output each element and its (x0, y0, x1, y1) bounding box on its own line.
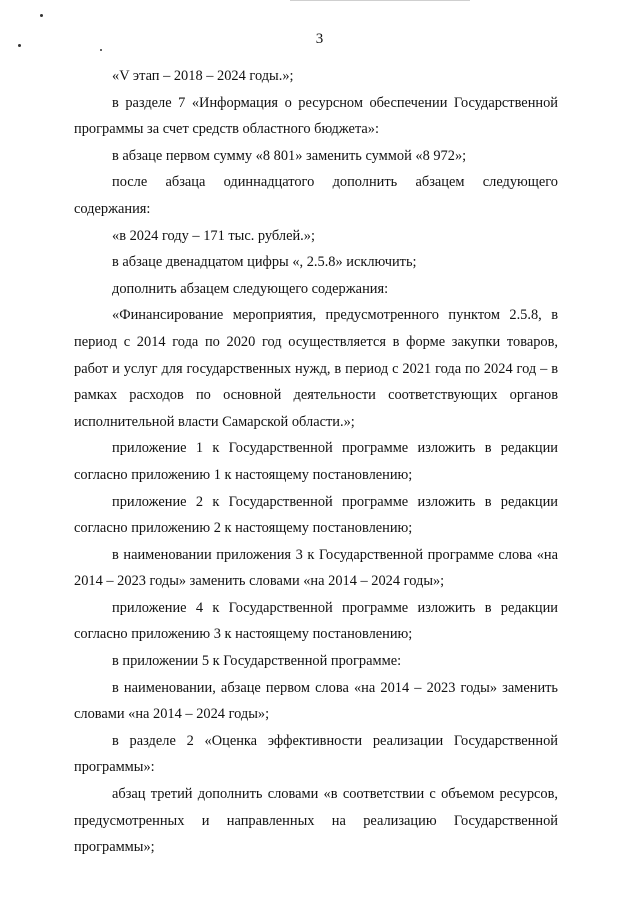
scan-speck (40, 14, 43, 17)
paragraph: «в 2024 году – 171 тыс. рублей.»; (112, 227, 315, 244)
paragraph: в наименовании приложения 3 к Государственной программе слова «на 2014 – 2023 годы» заменить словами «на 2014 – 2024 годы»; (74, 546, 558, 590)
paragraph: «V этап – 2018 – 2024 годы.»; (112, 68, 294, 84)
paragraph: в абзаце двенадцатом цифры «, 2.5.8» исключить; (112, 254, 417, 271)
paragraph: приложение 1 к Государственной программе изложить в редакции согласно приложению 1 к настоящему постановлению; (74, 440, 558, 483)
scan-edge-line (290, 0, 470, 1)
page-number: 3 (315, 31, 324, 47)
paragraph: в абзаце первом сумму «8 801» заменить суммой «8 972»; (112, 147, 467, 164)
scan-speck (100, 49, 102, 51)
paragraph: приложение 2 к Государственной программе изложить в редакции согласно приложению 2 к настоящему постановлению; (74, 493, 558, 537)
paragraph: в разделе 7 «Информация о ресурсном обеспечении Государственной программы за счет средств областного бюджета»: (74, 94, 558, 138)
paragraph: абзац третий дополнить словами «в соответствии с объемом ресурсов, предусмотренных и направленных на реализацию Государственной программы»; (74, 786, 558, 856)
paragraph: «Финансирование мероприятия, предусмотренного пунктом 2.5.8, в период с 2014 года по 2020 год осуществляется в форме закупки товаров, работ и услуг для государственных нужд, в период с 2021 года по 2024 год – в рамках расходов по основной деятельности соответствующих органов исполнительной власти Самарской области.»; (74, 307, 558, 430)
paragraph: в приложении 5 к Государственной программе: (112, 653, 402, 670)
paragraph: в наименовании, абзаце первом слова «на 2014 – 2023 годы» заменить словами «на 2014 – 2024 годы»; (74, 679, 558, 723)
paragraph: после абзаца одиннадцатого дополнить абзацем следующего содержания: (74, 174, 558, 217)
paragraph: в разделе 2 «Оценка эффективности реализации Государственной программы»: (74, 732, 558, 776)
document-body (74, 63, 558, 861)
paragraph: приложение 4 к Государственной программе изложить в редакции согласно приложению 3 к настоящему постановлению; (74, 599, 558, 643)
paragraph: дополнить абзацем следующего содержания: (112, 280, 389, 297)
